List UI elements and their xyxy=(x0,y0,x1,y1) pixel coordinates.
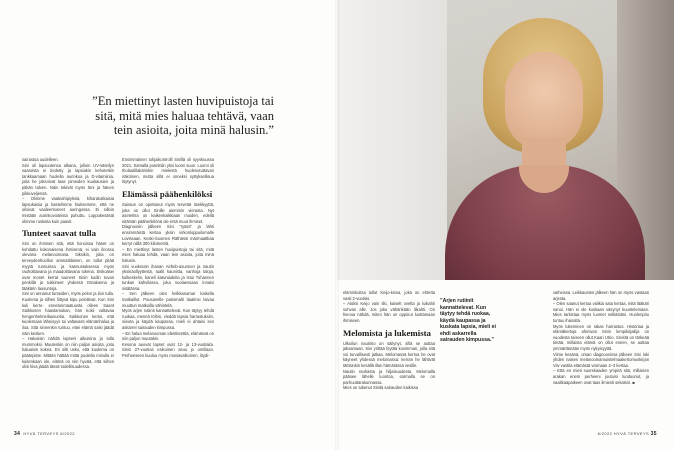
side-quote: ”Arjen rutiinit kannattelevat. Kun täytyy tehdä ruokaa, käydä kaupassa ja kuskata lapsia, mieli ei ehdi askarrella sairauden kimpussa.” xyxy=(440,298,496,343)
paragraph: Myös lukeminen on rakas harrastus. Historiaa ja elämäkertoja ahmivan Sinin lempikirjailija on vuodesta toiseen ollut Kaari Utrio. Sinistä on tärkeää tietää, millaista elämä on ollut ennen, se auttaa ymmärtämään myös nykyisyyttä. xyxy=(553,323,649,351)
paragraph: Sini oli lapsuutensa alkana, jolloin UV-säteilyn vaaroista ei tiedetty ja lapsiakin kehotettiin tankkaamaan huolella aurinkoa ja D-vitamiinia, joita he jaksoivat taas pimeiden kuukausien ja pitkän talven. Näin tekivät myös Sini ja hänen pikkuveljensä. xyxy=(22,162,114,196)
pull-quote: ”En miettinyt lasten huvipuistoja tai sitä, mitä mies haluaa tehtävä, vaan tein asioita, joita minä halusin.” xyxy=(92,94,274,137)
paragraph: Viime kesänä, oman diagnoosinsa jälkeen Sini luki yhden naisen melanoomamuistelmaakertomuskirjan Viiv vastita elämästä varmaan 2–3 kertaa. xyxy=(553,351,649,368)
paragraph: Diagnoosin jälkeen Sini ”ryästi” ja lähti ensimmäistä kertaa yksin virkonloppuilomalle Lovissaan. Keski-Suomen Räthäsöi märmaattkaa kerryt niillä 300 kilometriä. xyxy=(122,224,214,247)
paragraph: – Halusisin nähdä lapseni aikuisina ja tulla mummoksi. Muutenkin on niin paljon asioita, joita haluaisin kokea. En silti usko, että kuolema on päätepiste. Mitään hättää mittä puolella minulla ei kuitenkaan ole, elämä on niin hyvää, että siihen olisi kiva jäädä tässä todellisuudessa. xyxy=(22,336,114,370)
paragraph: Sini on ihmisen sitä, että honoissa hänet on kohdattu kokonaisena ihmisenä, ei vain ilnossa olevana melanoomana. Siksikin, joka on terveydenhuollon ammattilainen, on tullut pitää myytä tunnuissa ja kannustuksessa myös rauhoittavana ja maadoittavana tukena. Siskoäsei ovat monet kerrat tuuneet Sinin kodin tuvan penkillä ja tukkineet yhdessä Omakanna ja tääkärin lausuntoja. xyxy=(22,241,114,291)
page-number: 35 xyxy=(650,431,657,437)
subheading: Tunteet saavat tulla xyxy=(22,228,96,239)
portrait-photo xyxy=(337,0,674,280)
magazine-name: HYVÄ TERVEYS 6/2022 xyxy=(23,431,75,436)
paragraph: – En miettinyt lasten huvipuistoja tai sitä, mitä mies haluaa tehdä, vaan tein asioita, joita minä halusin. xyxy=(122,246,214,263)
paragraph: Sini vuokrasin ihanan Airbnb-asunnon ja nautin yksinäollyyttestä, tualit kaunista, vanhoja taloja, kulkeskelin, kaneli katuniadeita ja istui Tuhannen tunkan kahvilassa, joka suolaessaan innaisi sisätänsa. xyxy=(122,263,214,291)
paragraph: – Että en mieti suorekaaden ympirä sitä, millaisen arakan enem perheeni joutuisi luoduunut, ja vaaitkaapaikeen ovat taas ilmiesti sekatsin. ■ xyxy=(553,368,649,385)
paragraph: Ensimmäinen tohjaikontrolli Sinillä oli syyskuussa 2021. Samalla poimittiin yksi luomi suun. Luomi oli tholautillakärinkin mielestä huolenututtavan näköinen, mutta sillä ei onneksi syttyksellisua löytynyt. xyxy=(122,157,214,185)
paragraph: Kesona auovat lapset ovat 12- ja 13-vuotiaita. Sinin 27-vuotias esikoinen asuu jo omillaan. Perheeseen kuuluu myös musiavalkoinen, löydi- xyxy=(122,341,214,358)
paragraph: sairastua uudelleen. xyxy=(22,157,59,162)
paragraph: Mies on tukenut Sinitä sairauden kaikissa xyxy=(343,385,419,391)
paragraph: Ulkoilun nautinto on säilynyt, sillä se auttaa jaksamaan. Sini yrittää löytää kovimman, jolla sitä voi turvallisesti jatkaa. Melomassä kertoa he ovat käyneet yhdessä melomassa: kerran he lähtivät tättisinkin kesällä illan hämärässä vesille. xyxy=(343,340,435,368)
footer-right xyxy=(598,431,660,437)
magazine-name: 6/2022 HYVÄ TERVEYS xyxy=(597,431,650,436)
text-column-2 xyxy=(122,157,214,359)
paragraph: Sairaus on opettanut myös tervettä itsekkyyttä, joka on ollut Sinille aiemmin vierasta. Nyt asetelma on kaikenkaikkiaan muiden, edellä eitämän päähenkilönä ole entä muut ihmiset. xyxy=(122,201,214,224)
subheading: Elämässä päähenkilöksi xyxy=(122,188,213,199)
paragraph: vaiheissa. Leikkausten jälkeen hän on myös vastaan arjesta. xyxy=(553,290,649,301)
paragraph: Myös arjen rutiinit kannattelevat. Kun täytyy tehdä ruokaa, mennä töihin, vieddä lapsia harrastuksiin, siivota ja käydä kaupassa, mieli ei ahtaisi sen askarrel sairauden kimpussa. xyxy=(122,308,214,331)
paragraph: – Olen saanut kertoa valikia sata kertaa, mitä lääkäri sanoi. Hän ei ole koskaan väsynyt kuuntelemaan. Mies tarkistaa myös luomet selkästäni. Huolenpito tuntuu ihanalta. xyxy=(553,301,649,323)
paragraph: – En halua melanooman identiteettiä, elämässä on niin paljon muutakin. xyxy=(122,330,214,342)
paragraph: – Aluksi Keijo vain tiki, kaiselt ovelta ja luikahti sohvan alle. Jos joku vähänkään liikahti. On hienoa nähdä, miten hän on oppinut luottamaan ihmiseen. xyxy=(343,301,435,323)
footer-left xyxy=(14,431,75,437)
paragraph: eläminkoitsa tullut Keijo-kissa, joka on ehtetta vasti 2-vuotias. xyxy=(343,290,435,301)
subheading: Melomista ja lukemista xyxy=(343,327,431,338)
text-column-1 xyxy=(22,157,114,370)
window-light xyxy=(337,0,447,280)
page-gutter xyxy=(335,0,339,450)
portrait-face xyxy=(505,52,583,150)
text-column-4 xyxy=(553,290,649,385)
page-number: 34 xyxy=(14,431,21,437)
text-column-3 xyxy=(343,290,435,391)
paragraph: Sini on annanut tunteiden, myös pelon ja ilon tulla. Kuolema ja silhen liittyvä kipu pelottivat. Kun Sini kuli kerto- ennetonmaatuosta olleen Saant Saikkosen haastamukan, hän kokii valtavaa hengenhelmeilausuntia. Saikkonen kertoi, että kuolemaan läheisyys toi valtavasti elämänhalua ja iloa. Sitä sinnenkin tuntuu, ettei elämä saisi jäädä näin kesken. xyxy=(22,291,114,336)
paragraph: – Olimme vaaleahipiyksiä, kiharatukkaisia lapsukaisia ja kastelimme hiuksemme, että ne olisivat vaaleentuneet auringossa. Ei silloin mistään aurinkovoiteista puhuttu. Loppukesästä olimme ruskeita kuin paavit. xyxy=(22,196,114,224)
paragraph: – Sen jälkeen olen helkkanamar kaikella matkaillut. Pousanelle paösmalti tiaalmsi laivaa muuttun matkoilla vähintelä. xyxy=(122,291,214,308)
paragraph: Nautin rauhasta ja hiljaisuudesta. Melomalla pääsee lähelle luontoa, sarmalla se on parhuuttarakunnassa. xyxy=(343,368,435,385)
